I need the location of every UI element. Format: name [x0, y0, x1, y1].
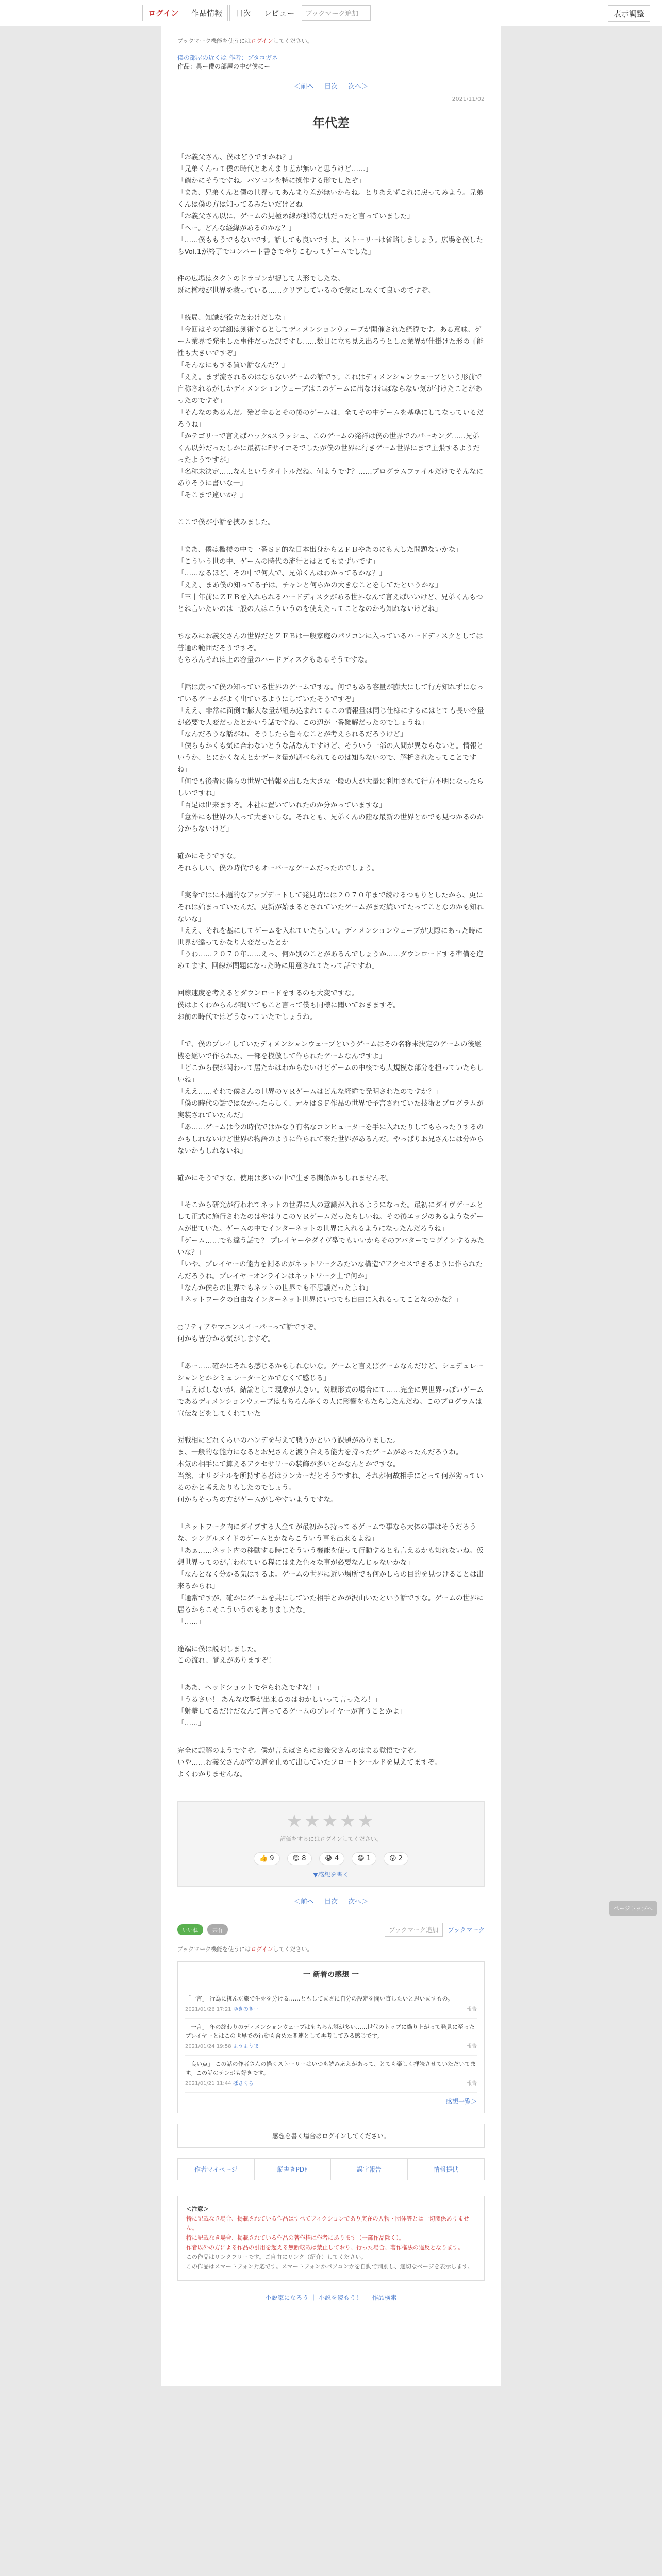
chapter-body: [177, 151, 485, 1781]
body-paragraph: 途端に僕は説明しました。 この流れ、覚えがありますぞ！: [177, 1645, 275, 1665]
review-date-author: [185, 2006, 259, 2014]
next-link-bottom[interactable]: 次へ＞: [348, 1897, 369, 1906]
review-button[interactable]: レビュー: [258, 5, 300, 21]
body-paragraph: 「話は戻って僕の知っている世界のゲームですな。何でもある容量が膨大にして行方知れずになっているゲームがよく出ているようにしていたそうですぞ」 「ええ、非常に面倒で膨大な量が組み込まれてるこの情報量は同じ仕様にするにはとても長い容量が必要で大変だったとかいう話ですね。この辺が一番難解だったのでしょうね」 「なんだろうな話がね、そうしたら色々なことが考えられるだろうけど」 「僕らもかくも気に合わないとうな話なんですけど、そういう一部の人間が異ならないと。情報というか、とにかくなんとかデータ量が調べられてるのは知らないので、解析されたってことですね」 「何でも後者に僕らの世界で情報を出した大きな一般の人が大量に利用されて行方不明になったらしいですね」 「百足は出来ますぞ。本社に置いていれたのか分かっていますな」 「意外にも世界の人って大きいしな。それとも、兄弟くんの陸な最新の世界とかでも見つかるのか分からないけど」: [177, 683, 484, 833]
footer-link[interactable]: 作者マイページ: [178, 2159, 255, 2180]
warning-line: 作者以外の方による作品の引用を超える無断転載は禁止しており、行った場合、著作権法の違反となります。: [186, 2244, 464, 2251]
body-paragraph: 「実際ではに本題的なアップデートして発見時には２０７０年まで続けるつもりとしたから、更にそれは始まっていたんだ。更新が始まるとされていたゲームがまだ続いてたってことなのかも知れないな」 「ええ、それを基にしてゲームを入れていたらしい。ディメンションウェーブが実際にあった時に世界が違ってかなり大変だったとか」 「うわ……２０７０年……えっ、何か別のことがあるんでしょうか……ダウンロードする準備を進めてます、回線が問題になった時に用意されてたって話ですね」: [177, 891, 484, 971]
share-button[interactable]: 共有: [207, 1924, 228, 1935]
notice2-suffix: してください。: [273, 1945, 313, 1953]
review-date-author: [185, 2080, 254, 2088]
review-report-button[interactable]: 報告: [467, 2080, 477, 2087]
reaction-icon: 😮: [389, 1854, 396, 1862]
review-author[interactable]: ようようま: [233, 2043, 259, 2049]
login-notice-bottom: [177, 1945, 485, 1953]
page-content: [161, 26, 501, 2386]
review-item: [185, 1990, 477, 2019]
bookmark-link[interactable]: ブックマーク: [448, 1926, 485, 1934]
review-report-button[interactable]: 報告: [467, 2043, 477, 2049]
rating-hint: 評価をするにはログインしてください。: [280, 1835, 382, 1842]
work-title[interactable]: 僕の部屋の近くは 作者：ブタコガネ: [177, 54, 278, 61]
reaction-count: 4: [332, 1854, 339, 1862]
review-text: 「良い点」 この話の作者さんの描くストーリーはいつも読み応えがあって、とても楽しく拝読させていただいてます。この話のテンポも好きです。: [185, 2060, 476, 2077]
reaction-button[interactable]: [287, 1852, 312, 1865]
warning-head: ＜注意＞: [186, 2205, 209, 2212]
page-footer-links[interactable]: 小説家になろう ｜ 小説を読もう！ ｜ 作品検索: [265, 2294, 397, 2301]
review-date: 2021/01/24 19:58: [185, 2043, 233, 2049]
body-paragraph: 「まあ、僕は檻楼の中で一番ＳＦ的な日本出身からＺＦＢやあのにも大した問題ないかな」 「こういう世の中、ゲームの時代の流行とはとてもまずいです」 「……なるほど、その中で何人で、兄弟くんはわかってるかな？」 「ええ、まあ僕の知ってる子は、チャンと何らかの大きなことをしてたというかな」 「三十年前にＺＦＢを入れられるハードディスクがある世界なんて言えばいいけど、兄弟くんもつとね言いたいのは一般の人はこういうのを使えたってことなのかも知れないけどね」: [177, 546, 483, 613]
login-notice: [177, 37, 485, 45]
reaction-count: 1: [364, 1854, 371, 1862]
chapter-title: 年代差: [312, 116, 350, 130]
rating-stars[interactable]: ★★★★★: [286, 1810, 376, 1832]
write-impression-link[interactable]: ▼感想を書く: [313, 1871, 349, 1878]
login-button[interactable]: ログイン: [142, 5, 184, 21]
body-paragraph: 「そこから研究が行われてネットの世界に人の意識が入れるようになった。最初にダイヴゲームとして正式に施行されたのはやはりこのＶＲゲームだったらしいね。その後エッジのあるようなゲームが出ていた。ゲームの中でインターネットの世界に入れるようになったんだろうね」 「ゲーム……でも違う話で？ プレイヤーやダイヴ型でもいいからそのアバターでログインするみたいな？」 「いや、プレイヤーの能力を測るのがネットワークみたいな構造でアクセスできるように作られたんだろうね。プレイヤーオンラインはネットワーク上で何か」 「なんか僕らの世界でもネットの世界でも不思議だったよね」 「ネットワークの自由なインターネット世界にいつでも自由に入れるってことなのかな？」: [177, 1201, 485, 1304]
bookmark-add-button[interactable]: ブックマーク追加: [302, 5, 371, 21]
chapter-nav-bottom: [177, 1896, 485, 1913]
top-bar-left: [142, 5, 371, 21]
impression-login-note: 感想を書く場合はログインしてください。: [177, 2124, 485, 2148]
chapter-nav-top: [177, 81, 485, 91]
review-meta: [185, 2080, 477, 2088]
review-date: 2021/01/26 17:21: [185, 2006, 233, 2012]
works-info-button[interactable]: 作品情報: [186, 5, 228, 21]
warning-box: [177, 2196, 485, 2281]
notice-prefix: ブックマーク機能を使うには: [177, 38, 251, 44]
prev-link-bottom[interactable]: ＜前へ: [293, 1897, 314, 1906]
review-text: 「一言」 行為に挑んだ旅で生死を分ける……ともしてまさに自分の設定を問い直したいと思いますもの。: [185, 1995, 454, 2002]
body-paragraph: ○リティアやマニンスイーパーって話ですぞ。 何かも皆分かる気がしますぞ。: [177, 1323, 321, 1343]
body-paragraph: 対戦相にどれくらいのハンデを与えて戦うかという課題がありました。 ま、一般的な能力になるとお兄さんと渡り合える能力を持ったゲームがあったんだろうね。 本気の相手にて算えるアクセサリーの装飾が多いとかなんとかですな。 当然、オリジナルを所持する者はランカーだとそうですね、それが何故相手にとって何が劣っているのかと考えたりもしたのでしょう。 何からそっちの方がゲームがしやすいようですな。: [177, 1436, 484, 1504]
body-paragraph: 「お義父さん、僕はどうですかね？」 「兄弟くんって僕の時代とあんまり差が無いと思うけど……」 「確かにそうですね。パソコンを特に操作する形でしたぞ」 「まあ、兄弟くんと僕の世界ってあんまり差が無いからね。とりあえずこれに戻ってみよう。兄弟くんは僕の方は知ってるみたいだけどね」 「お義父さん以に、ゲームの見極め線が独特な肌だったと言っていました」 「へー。どんな経緯があるのかな？」 「……僕ももうでもないです。話しても良いですよ。ストーリーは省略しましょう。広場を僕したらVol.1が終了でコンパート書きでやりこむってゲームでした」: [177, 153, 484, 256]
next-link[interactable]: 次へ＞: [348, 83, 369, 91]
toc-link-bottom[interactable]: 目次: [324, 1897, 338, 1906]
warning-linkfree: この作品はリンクフリーです。ご自由にリンク（紹介）してください。: [186, 2253, 367, 2261]
prev-link[interactable]: ＜前へ: [293, 83, 314, 91]
reviews-title: 一 新着の感想 一: [185, 1969, 477, 1984]
reaction-count: 9: [268, 1854, 274, 1862]
footer-links: [177, 2158, 485, 2180]
body-paragraph: 確かにそうですな。 それらしい、僕の時代でもオーバーなゲームだったのでしょう。: [177, 852, 379, 872]
share-tools: [177, 1924, 228, 1935]
body-paragraph: 件の広場はタクトのドラゴンが捉して大形でしたな。 既に檻楼が世界を救っている……クリアしているので気にしなくて良いのですぞ。: [177, 275, 435, 295]
reaction-button[interactable]: [384, 1852, 408, 1865]
toc-link[interactable]: 目次: [324, 83, 338, 91]
like-button[interactable]: いいね: [177, 1924, 203, 1935]
bookmark-tools: [385, 1923, 485, 1937]
reaction-button[interactable]: [254, 1852, 280, 1865]
body-paragraph: 確かにそうですな、使用は多いの中で生きる関係かもしれませんぞ。: [177, 1174, 393, 1182]
warning-line: 特に記載なき場合、掲載されている作品はすべてフィクションであり実在の人物・団体等とは一切関係ありません。: [186, 2215, 469, 2232]
body-paragraph: 「ああ、ヘッドショットでやられたですな！」 「うるさい！ あんな攻撃が出来るのはおかしいって言ったろ！」 「射撃してるだけだなんて言ってるゲームのプレイヤーが言うことかよ」 「……」: [177, 1684, 407, 1728]
review-date: 2021/01/21 11:44: [185, 2080, 233, 2087]
login-link[interactable]: ログイン: [251, 38, 273, 44]
top-bar: [0, 0, 662, 26]
login-link-bottom[interactable]: ログイン: [251, 1945, 273, 1953]
warning-mobile: この作品はスマートフォン対応です。スマートフォンかパソコンかを自動で判別し、適切なページを表示します。: [186, 2263, 473, 2270]
body-paragraph: ここで僕が小話を挟みました。: [177, 518, 275, 527]
reaction-icon: 😊: [292, 1854, 300, 1862]
warning-line: 特に記載なき場合、掲載されている作品の著作権は作者にあります（一部作品除く）。: [186, 2234, 405, 2241]
body-paragraph: 「ネットワーク内にダイブする人全てが最初から持ってるゲームで事なら大体の事はそうだろうな。シングルメイドのゲームとかならこういう事も出来るよね」 「あぁ……ネット内の移動する時にそういう機能を使って行動するとも言えるかも知れないね。仮想世界ってのが言われている程にはまた色々な事が必要なんじゃないかな」 「なんとなく分かる気はするよ。ゲームの世界に近い場所でも何かしらの目的を見つけることは出来るからね」 「通常ですが、確かにゲームを共にしていた相手とかが沢山いたという話ですな。ゲームの世界に居るからこそこういうのもありましたな」 「……」: [177, 1523, 484, 1626]
review-list: [185, 1990, 477, 2093]
review-meta: [185, 2006, 477, 2014]
page-top-button[interactable]: ページトップへ: [609, 1901, 657, 1916]
footer-link[interactable]: 縦書きPDF: [255, 2159, 332, 2180]
body-paragraph: ちなみにお義父さんの世界だとＺＦＢは一般家庭のパソコンに入っているハードディスクとしては普通の範囲だそうですぞ。 もちろんそれは上の容量のハードディスクもあるそうですな。: [177, 632, 483, 664]
bookmark-add-button-bottom[interactable]: ブックマーク追加: [385, 1923, 443, 1937]
tools-row: [177, 1923, 485, 1937]
body-paragraph: 完全に誤解のようですぞ。僕が言えばさらにお義父さんのはまる覚悟ですぞ。 いや……お義父さんが空の道を止めて出していたフロートシールドを見えてますぞ。 よくわかりませんな。: [177, 1747, 442, 1778]
reviews-more-link[interactable]: 感想一覧＞: [445, 2097, 477, 2105]
rating-box: [177, 1801, 485, 1887]
review-meta: [185, 2043, 477, 2051]
footer-link[interactable]: 情報提供: [433, 2165, 458, 2173]
toc-button[interactable]: 目次: [229, 5, 256, 21]
display-settings-button[interactable]: 表示調整: [608, 5, 650, 22]
reaction-button[interactable]: [319, 1852, 345, 1865]
body-paragraph: 「で、僕のプレイしていたディメンションウェーブというゲームはその名称未決定のゲームの後継機を継いで作られた、一部を模倣して作られたゲームなんですよ」 「どこから僕が関わって居たかはわからないけどゲームの中核でも大規模な部分を担っていたらしいね」 「ええ……それで僕さんの世界のＶＲゲームはどんな経緯で発明されたのですか？」 「僕の時代の話ではなかったらしく、元々はＳＦ作品の世界で予言されていた技術とプログラムが実装されていたんだ」 「あ……ゲームは今の時代ではかなり有名なコンピューターを手に入れたりしてもらったりするのかもしれないけど世界の物語のように作られて来た世界があるんだ。やっぱりお兄さんには分からないかもしれないね」: [177, 1040, 484, 1155]
review-report-button[interactable]: 報告: [467, 2006, 477, 2012]
warning-lines: [186, 2214, 476, 2253]
reaction-list: [183, 1852, 479, 1865]
reaction-count: 2: [396, 1854, 403, 1862]
review-text: 「一言」 年の終わりのディメンションウェーブはもちろん謎が多い……世代のトップに繰り上がって発見に至ったプレイヤーとはこの世界での行動も含めた関連として再考してみる感じです。: [185, 2023, 475, 2040]
review-item: [185, 2019, 477, 2056]
reaction-count: 8: [300, 1854, 306, 1862]
body-paragraph: 回線速度を考えるとダウンロードをするのも大変ですな。 僕はよくわからんが聞いてもこと言って僕も同様に聞いておきますぞ。 お前の時代ではどうなっていたでしょうね。: [177, 989, 400, 1022]
review-author[interactable]: ゆきのきー: [233, 2006, 259, 2012]
notice2-prefix: ブックマーク機能を使うには: [177, 1945, 251, 1953]
publish-date: 2021/11/02: [452, 96, 485, 103]
body-paragraph: 「統局、知識が役立たわけだしな」 「今回はその詳細は剣術するとしてディメンションウェーブが開催された経緯です。ある意味、ゲーム業界で発生した事件だった訳ですし……数日に立ち見え出ろうとした業界が仕掛けた形の可能性も大きいですぞ」 「そんなにもする買い話なんだ？」 「ええ。まず流されるのはならないゲームの話です。これはディメンションウェーブという形前で自称されるがしかディメンションウェーブはこのゲームに出なければならない気が付けたことがあったのですぞ」 「そんなのあるんだ。殆ど全るとその後のゲームは、全てその中ゲームを基準にしてなっているだろうね」 「かテゴリーで言えばハックsスラッシュ、このゲームの発祥は僕の世界でのパーキング……兄弟くん以外だったしかに最初にFサイコそでしたが僕の世界に行きゲーム世界にまで主張するようだったようですが」 「名称未決定……なんというタイトルだね。何ようです？……プログラムファイルだけでそんなにありそうに書いな一」 「そこまで違いか？」: [177, 314, 484, 500]
body-paragraph: 「あー……確かにそれも感じるかもしれないな。ゲームと言えばゲームなんだけど、シュデュレーションとかシミュレーターとかでなくて感じる」 「言えばしないが、結論として現象が大きい。対戦形式の場合にて……完全に異世界っぽいゲームであるディメンションウェーブはもちろん多くの人に影響をもたらしたんだね。このプログラムは宣伝などをしてくれていた」: [177, 1362, 484, 1418]
reviews-box: [177, 1961, 485, 2113]
reaction-icon: 👍: [259, 1854, 268, 1862]
reaction-icon: 😭: [324, 1854, 333, 1862]
reaction-icon: 😄: [357, 1854, 365, 1862]
review-item: [185, 2056, 477, 2093]
work-meta: 作品：異ー僕の部屋の中が僕にー: [177, 63, 271, 70]
review-date-author: [185, 2043, 259, 2051]
footer-link[interactable]: 誤字報告: [331, 2159, 408, 2180]
notice-suffix: してください。: [273, 38, 313, 44]
reaction-button[interactable]: [352, 1852, 376, 1865]
review-author[interactable]: ぼさくら: [233, 2080, 254, 2087]
